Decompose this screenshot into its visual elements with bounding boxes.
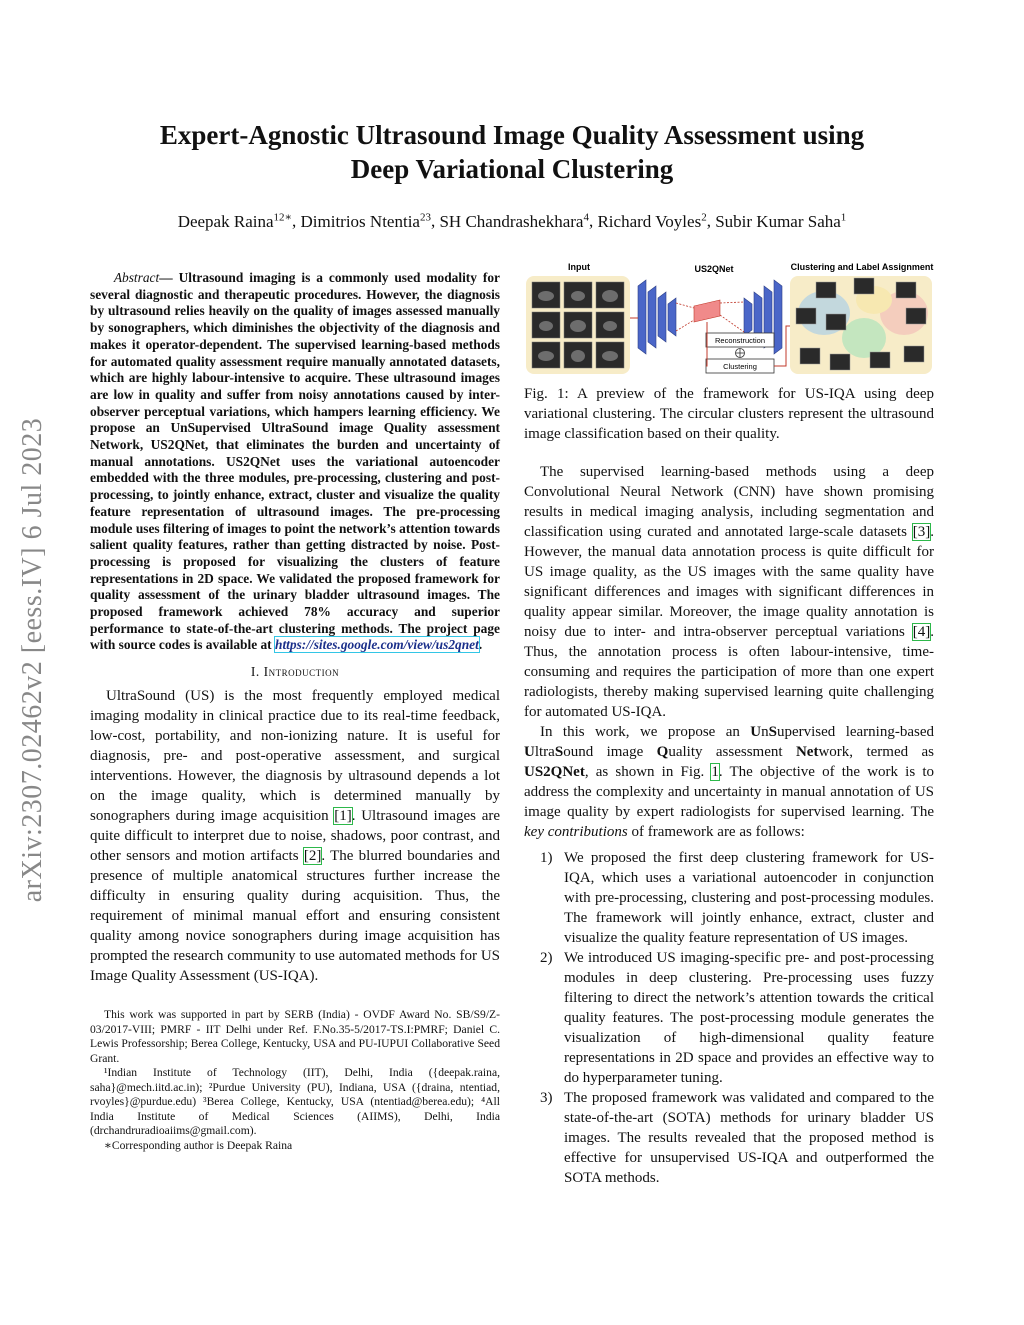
paper-title [100, 118, 924, 186]
author-list: Deepak Raina$^{12∗}$, Dimitrios Ntentia$^{23}$, SH Chandrashekhara$^4$, Richard Voyles$^2$, Subir Kumar Saha$^1$ [177, 211, 847, 231]
figure-label-input: Input [568, 262, 590, 272]
section-heading-introduction: I. Introduction [250, 664, 340, 680]
latent-space [694, 300, 720, 322]
citation-link[interactable]: [2] [303, 848, 322, 865]
list-item: 3) The proposed framework was validated and compared to the state-of-the-art (SOTA) methods for urinary bladder US images. The results revealed that the proposed method is effective for unsupervised US-IQA and outperformed the SOTA methods. [540, 1090, 934, 1186]
figure-label-clustering: Clustering and Label Assignment [790, 262, 934, 272]
figure-caption: Fig. 1: A preview of the framework for US-IQA using deep variational clustering. The circular clusters represent the ultrasound image classification based on their quality. [524, 386, 934, 442]
footnote-corresponding: ∗Corresponding author is Deepak Raina [104, 1138, 293, 1152]
author: Richard Voyles$^2$ [597, 211, 707, 231]
contributions-list [524, 848, 934, 1188]
right-column [524, 258, 934, 1188]
citation-link[interactable]: [3] [912, 524, 931, 540]
citation-link[interactable]: [4] [912, 624, 931, 640]
encoder-layers [638, 280, 676, 354]
footnotes [90, 1008, 500, 1153]
author: SH Chandrashekhara$^4$ [439, 211, 589, 231]
arxiv-stamp [8, 380, 58, 940]
figure-reference-link[interactable]: 1 [711, 764, 719, 780]
abstract-text: Ultrasound imaging is a commonly used modality for several diagnostic and therapeutic procedures. However, the diagnosis by ultrasound relies heavily on the quality of images assessed manually by sonographers, which diminishes the objectivity of the diagnosis and makes it operator-dependent. The supervised learning-based methods for automated quality assessment require manually annotated datasets, which are highly labour-intensive to acquire. These ultrasound images are low in quality and suffer from noisy annotations caused by inter-observer perceptual variations, which hampers learning efficiency. We propose an UnSupervised UltraSound image Quality assessment Network, US2QNet, that eliminates the burden and uncertainty of manual annotations. US2QNet uses the variational autoencoder embedded with the three modules, pre-processing, clustering and post-processing, to jointly enhance, extract, cluster and visualize the quality feature representation of ultrasound images. The pre-processing module uses filtering of images to point the network’s attention towards salient quality features, rather than getting distracted by noise. Post-processing is proposed for visualizing the clusters of feature representations in 2D space. We validated the proposed framework for quality assessment of the urinary bladder ultrasound images. The proposed framework achieved 78% accuracy and superior performance to state-of-the-art clustering methods. The project page with source codes is available at [90, 270, 501, 653]
title-line-1: Expert-Agnostic Ultrasound Image Quality Assessment using [159, 120, 865, 150]
arxiv-identifier: arXiv:2307.02462v2 [eess.IV] 6 Jul 2023 [17, 417, 48, 903]
clustering-label: Clustering [723, 362, 757, 371]
footnote-funding: This work was supported in part by SERB (India) - OVDF Award No. SB/S9/Z-03/2017-VIII; PMRF - IIT Delhi under Ref. F.No.35-5/2017-TS.I:PMRF; Daniel C. Lewis Professorship; Berea College, Kentucky, USA and PU-IUPUI Collaborative Seed Grant. [90, 1008, 500, 1065]
list-item: 2) We introduced US imaging-specific pre- and post-processing modules in deep clustering. Pre-processing uses fuzzy filtering to direct the network’s attention towards the critical quality features. The post-processing module generates the visualization of high-dimensional quality feature representations in 2D space and provides an effective way to do hyperparameter tuning. [540, 950, 934, 1086]
figure-label-network: US2QNet [694, 264, 734, 274]
right-paragraph-1: The supervised learning-based methods using a deep Convolutional Neural Network (CNN) have shown promising results in medical imaging analysis, including segmentation and classification using curated and annotated large-scale datasets [3]. However, the manual data annotation process is quite difficult for US image quality, as the US images with the same quality have significant differences and images with significant differences in quality appear similar. Moreover, the image quality annotation is noisy due to inter- and intra-observer perceptual variations [4]. Thus, the annotation process is often labour-intensive, time-consuming and requires the participation of more than one expert radiologists, thereby making supervised learning quite challenging for automated US-IQA. [524, 464, 934, 720]
intro-paragraph: UltraSound (US) is the most frequently employed medical imaging modality in clinical practice due to its real-time feedback, low-cost, portability, and non-ionizing nature. It is useful for diagnosis, pre- and post-operative assessment, and surgical interventions. However, the diagnosis by ultrasound depends a lot on the image quality, which is determined manually by sonographers during image acquisition [1]. Ultrasound images are quite difficult to interpret due to noise, shadows, poor contrast, and other sensors and motion artifacts [2]. The blurred boundaries and presence of multiple anatomical structures further increase the difficulty in ensuring quality during acquisition. Thus, the requirement of minimal manual effort and ensuring consistent quality among novice sonographers during image acquisition has prompted the research community to use automated methods for US Image Quality Assessment (US-IQA). [90, 688, 501, 985]
project-page-link[interactable]: https://sites.google.com/view/us2qnet [275, 637, 479, 653]
footnote-affiliations: ¹Indian Institute of Technology (IIT), Delhi, India ({deepak.raina, saha}@mech.iitd.ac.in); ²Purdue University (PU), Indiana, USA ({draina, ntentiad, rvoyles}@purdue.edu) ³Berea College, Kentucky, USA (ntentiad@berea.edu); ⁴All India Institute of Medical Sciences (AIIMS), Delhi, India (drchandruradioaiims@gmail.com). [90, 1066, 500, 1138]
abstract-label: Abstract [113, 270, 160, 285]
left-column [90, 270, 500, 1153]
reconstruction-label: Reconstruction [714, 336, 766, 345]
citation-link[interactable]: [1] [334, 808, 352, 825]
author: Subir Kumar Saha$^1$ [715, 211, 847, 231]
right-paragraph-2: In this work, we propose an UnSupervised learning-based UltraSound image Quality assessment Network, termed as US2QNet, as shown in Fig. 1. The objective of the work is to address the complexity and uncertainty in manual annotation of US image quality by expert radiologists for supervised learning. The key contributions of framework are as follows: [524, 724, 934, 840]
framework-diagram [524, 258, 934, 376]
author: Deepak Raina$^{12∗}$ [177, 211, 292, 231]
figure-1 [524, 258, 934, 376]
title-line-2: Deep Variational Clustering [350, 154, 674, 184]
list-item: 1) We proposed the first deep clustering framework for US-IQA, which uses a variational autoencoder in conjunction with pre-processing, clustering and post-processing modules. The framework will jointly enhance, extract, cluster and visualize the quality feature representation of US images. [540, 850, 934, 946]
abstract: Abstract— Ultrasound imaging is a commonly used modality for several diagnostic and therapeutic procedures. However, the diagnosis by ultrasound relies heavily on the quality of images assessed manually by sonographers, which diminishes the objectivity of the diagnosis and makes it operator-dependent. The supervised learning-based methods for automated quality assessment require manually annotated datasets, which are highly labour-intensive to acquire. These ultrasound images are low in quality and suffer from noisy annotations caused by inter-observer perceptual variations, which hampers learning efficiency. We propose an UnSupervised UltraSound image Quality assessment Network, US2QNet, that eliminates the burden and uncertainty of manual annotations. US2QNet uses the variational autoencoder embedded with the three modules, pre-processing, clustering and post-processing, to jointly enhance, extract, cluster and visualize the quality feature representation of ultrasound images. The pre-processing module uses filtering of images to point the network’s attention towards salient quality features, rather than getting distracted by noise. Post-processing is proposed for visualizing the clusters of feature representations in 2D space. We validated the proposed framework for quality assessment of the urinary bladder ultrasound images. The proposed framework achieved 78% accuracy and superior performance to state-of-the-art clustering methods. The project page with source codes is available at https://sites.google.com/view/us2qnet. [90, 270, 501, 653]
author: Dimitrios Ntentia$^{23}$ [300, 211, 431, 231]
